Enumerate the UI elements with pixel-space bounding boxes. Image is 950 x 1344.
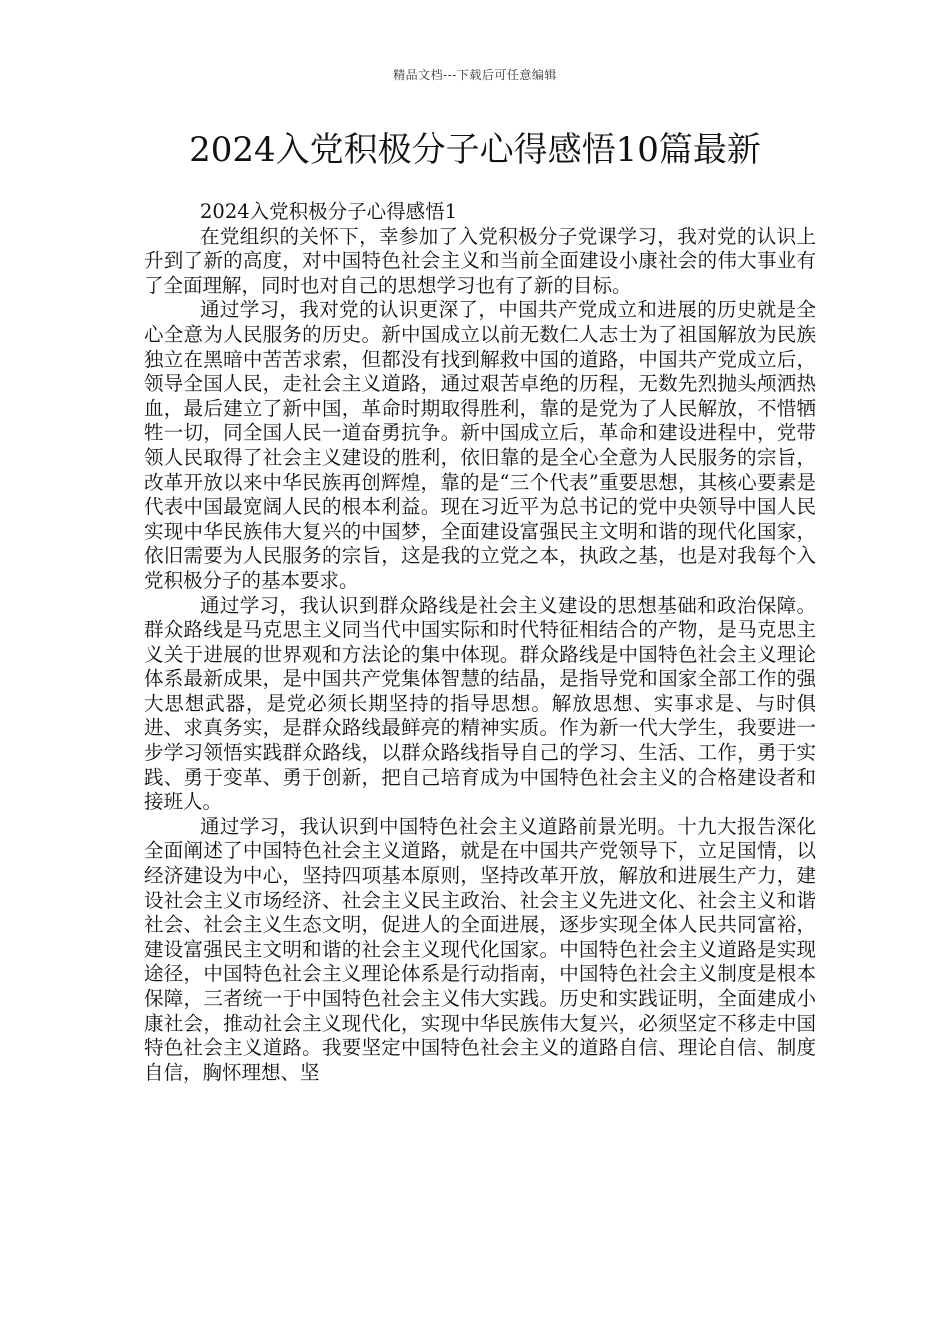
document-body <box>144 200 816 1085</box>
paragraph-3: 通过学习，我认识到群众路线是社会主义建设的思想基础和政治保障。群众路线是马克思主义同当代中国实际和时代特征相结合的产物，是马克思主义关于进展的世界观和方法论的集中体现。群众路线是中国特色社会主义理论体系最新成果，是中国共产党集体智慧的结晶，是指导党和国家全部工作的强大思想武器，是党必须长期坚持的指导思想。解放思想、实事求是、与时俱进、求真务实，是群众路线最鲜亮的精神实质。作为新一代大学生，我要进一步学习领悟实践群众路线，以群众路线指导自己的学习、生活、工作，勇于实践、勇于变革、勇于创新，把自己培育成为中国特色社会主义的合格建设者和接班人。 <box>144 593 816 814</box>
document-title: 2024入党积极分子心得感悟10篇最新 <box>189 130 761 170</box>
paragraph-4: 通过学习，我认识到中国特色社会主义道路前景光明。十九大报告深化全面阐述了中国特色社会主义道路，就是在中国共产党领导下，立足国情，以经济建设为中心，坚持四项基本原则，坚持改革开放，解放和进展生产力，建设社会主义市场经济、社会主义民主政治、社会主义先进文化、社会主义和谐社会、社会主义生态文明，促进人的全面进展，逐步实现全体人民共同富裕，建设富强民主文明和谐的社会主义现代化国家。中国特色社会主义道路是实现途径，中国特色社会主义理论体系是行动指南，中国特色社会主义制度是根本保障，三者统一于中国特色社会主义伟大实践。历史和实践证明，全面建成小康社会，推动社会主义现代化，实现中华民族伟大复兴，必须坚定不移走中国特色社会主义道路。我要坚定中国特色社会主义的道路自信、理论自信、制度自信，胸怀理想、坚 <box>144 814 816 1084</box>
paragraph-2: 通过学习，我对党的认识更深了，中国共产党成立和进展的历史就是全心全意为人民服务的历史。新中国成立以前无数仁人志士为了祖国解放为民族独立在黑暗中苦苦求索，但都没有找到解救中国的道路，中国共产党成立后，领导全国人民，走社会主义道路，通过艰苦卓绝的历程，无数先烈抛头颅洒热血，最后建立了新中国，革命时期取得胜利，靠的是党为了人民解放，不惜牺牲一切，同全国人民一道奋勇抗争。新中国成立后，革命和建设进程中，党带领人民取得了社会主义建设的胜利，依旧靠的是全心全意为人民服务的宗旨，改革开放以来中华民族再创辉煌，靠的是“三个代表”重要思想，其核心要素是代表中国最宽阔人民的根本利益。现在习近平为总书记的党中央领导中国人民实现中华民族伟大复兴的中国梦，全面建设富强民主文明和谐的现代化国家，依旧需要为人民服务的宗旨，这是我的立党之本，执政之基，也是对我每个入党积极分子的基本要求。 <box>144 298 816 592</box>
paragraph-1: 在党组织的关怀下，幸参加了入党积极分子党课学习，我对党的认识上升到了新的高度，对中国特色社会主义和当前全面建设小康社会的伟大事业有了全面理解，同时也对自己的思想学习也有了新的目标。 <box>144 224 816 297</box>
section-heading: 2024入党积极分子心得感悟1 <box>200 200 458 223</box>
header-note: 精品文档---下载后可任意编辑 <box>393 68 557 82</box>
